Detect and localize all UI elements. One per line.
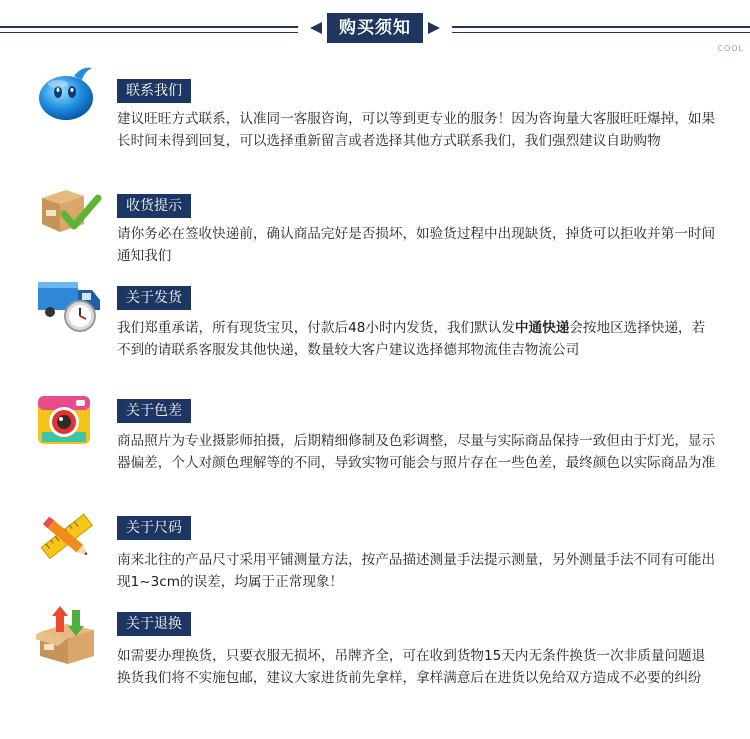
section-text-receipt: 请你务必在签收快递前，确认商品完好是否损坏，如验货过程中出现缺货，掉货可以拒收并第一时间通知我们 (117, 226, 716, 264)
section-text-return: 如需要办理换货，只要衣服无损坏，吊牌齐全，可在收到货物15天内无条件换货一次非质量问题退换货我们将不实施包邮，建议大家进货前先拿样，拿样满意后在进货以免给双方造成不必要的纠纷 (117, 648, 706, 686)
package-check-icon (36, 184, 102, 246)
section-text-color: 商品照片为专业摄影师拍摄，后期精细修制及色彩调整，尽量与实际商品保持一致但由于灯光，显示器偏差，个人对颜色理解等的不同，导致实物可能会与照片存在一些色差，最终颜色以实际商品为准 (117, 433, 716, 471)
section-title-contact: 联系我们 (117, 79, 191, 103)
section-text-contact: 建议旺旺方式联系，认准同一客服咨询，可以等到更专业的服务！因为咨询量大客服旺旺爆掉，如果长时间未得到回复，可以选择重新留言或者选择其他方式联系我们，我们强烈建议自助购物 (117, 111, 716, 149)
ruler-pencil-icon (36, 508, 102, 570)
header-ornament-right (428, 22, 440, 34)
header-line-left (0, 26, 298, 28)
section-title-return: 关于退换 (117, 612, 191, 636)
shipping-text-part1: 我们郑重承诺，所有现货宝贝，付款后48小时内发货，我们默认发 (117, 320, 515, 336)
section-text-size: 南来北往的产品尺寸采用平铺测量方法，按产品描述测量手法提示测量，另外测量手法不同有可能出现1~3cm的误差，均属于正常现象！ (117, 552, 716, 590)
page-title: 购买须知 (327, 13, 423, 43)
section-title-size: 关于尺码 (117, 516, 191, 540)
box-arrows-icon (36, 602, 102, 664)
header-line-right-thin (452, 32, 750, 33)
header-ornament-left (310, 22, 322, 34)
speech-bubble-icon (36, 62, 102, 124)
camera-icon (36, 392, 102, 454)
section-title-color: 关于色差 (117, 399, 191, 423)
header-side-text: COOL (717, 44, 744, 53)
header-line-right (452, 26, 750, 28)
shipping-text-part2: 会按地区选择快递，若不到的请联系客服发其他快递，数量较大客户建议选择德邦物流佳吉物流公司 (117, 320, 706, 358)
shipping-courier-name: 中通快递 (514, 320, 570, 336)
section-text-shipping (117, 318, 717, 361)
header-line-left-thin (0, 32, 298, 33)
section-title-shipping: 关于发货 (117, 286, 191, 310)
section-title-receipt: 收货提示 (117, 194, 191, 218)
delivery-truck-icon (36, 274, 102, 336)
